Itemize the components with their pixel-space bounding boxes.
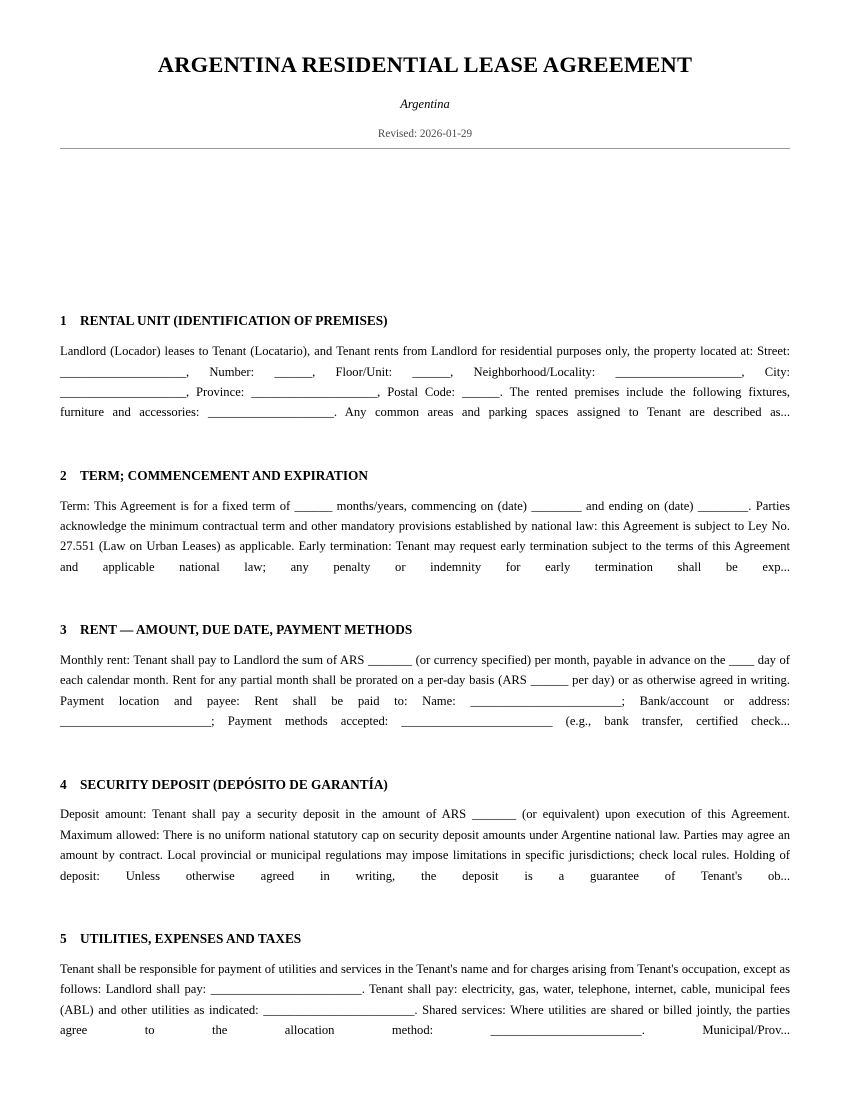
section-heading [60, 468, 790, 484]
document-section [60, 777, 790, 907]
document-content [60, 0, 790, 1061]
section-heading [60, 931, 790, 947]
section-title: TERM; COMMENCEMENT AND EXPIRATION [80, 467, 368, 483]
document-section [60, 931, 790, 1061]
section-title: UTILITIES, EXPENSES AND TAXES [80, 930, 302, 946]
section-body: Monthly rent: Tenant shall pay to Landlord the sum of ARS _______ (or currency specified) per month, payable in advance on the ____ day of each calendar month. Rent for any partial month shall be prorated on a per-day basis (ARS ______ per day) or as otherwise agreed in writing. Payment location and payee: Rent shall be paid to: Name: ________________________; Bank/account or address: ________________________; Payment methods accepted: ________________________ (e.g., bank transfer, certified check... [60, 653, 790, 729]
page-title: ARGENTINA RESIDENTIAL LEASE AGREEMENT [157, 52, 693, 77]
sections-container [60, 141, 790, 1061]
revision-date: Revised: 2026-01-29 [377, 127, 473, 140]
section-body: Deposit amount: Tenant shall pay a security deposit in the amount of ARS _______ (or equivalent) upon execution of this Agreement. Maximum allowed: There is no uniform national statutory cap on security deposit amounts under Argentine national law. Parties may agree an amount by contract. Local provincial or municipal regulations may impose limitations in specific jurisdictions; check local rules. Holding of deposit: Unless otherwise agreed in writing, the deposit is a guarantee of Tenant's ob... [60, 807, 790, 883]
section-body: Landlord (Locador) leases to Tenant (Locatario), and Tenant rents from Landlord for residential purposes only, the property located at: Street: ____________________, Number: ______, Floor/Unit: ______, Neighborhood/Locality: ____________________, City: ____________________, Province: ____________________, Postal Code: ______. The rented premises include the following fixtures, furniture and accessories: ____________________. Any common areas and parking spaces assigned to Tenant are described as... [60, 344, 790, 420]
section-number: 4 [60, 776, 67, 792]
section-body: Term: This Agreement is for a fixed term of ______ months/years, commencing on (date) ________ and ending on (date) ________. Parties acknowledge the minimum contractual term and other mandatory provisions established by national law: this Agreement is subject to Ley No. 27.551 (Law on Urban Leases) as applicable. Early termination: Tenant may request early termination subject to the terms of this Agreement and applicable national law; any penalty or indemnity for early termination shall be exp... [60, 498, 790, 574]
section-heading [60, 777, 790, 793]
section-title: RENT — AMOUNT, DUE DATE, PAYMENT METHODS [80, 622, 413, 638]
section-number: 5 [60, 930, 67, 946]
document-section [60, 468, 790, 598]
header-divider [60, 148, 790, 149]
section-body: Tenant shall be responsible for payment of utilities and services in the Tenant's name and for charges arising from Tenant's occupation, except as follows: Landlord shall pay: ________________________. Tenant shall pay: electricity, gas, water, telephone, internet, cable, municipal fees (ABL) and other utilities as indicated: ________________________. Shared services: Where utilities are shared or billed jointly, the parties agree to the allocation method: ________________________. Municipal/Prov... [60, 961, 790, 1038]
section-heading [60, 622, 790, 638]
document-section [60, 622, 790, 752]
section-title: SECURITY DEPOSIT (DEPÓSITO DE GARANTÍA) [80, 776, 388, 792]
section-number: 1 [60, 313, 67, 329]
section-title: RENTAL UNIT (IDENTIFICATION OF PREMISES) [80, 313, 388, 329]
section-number: 2 [60, 467, 67, 483]
section-heading [60, 313, 790, 329]
section-number: 3 [60, 622, 67, 638]
document-subtitle: Argentina [400, 96, 450, 111]
document-section [60, 313, 790, 443]
